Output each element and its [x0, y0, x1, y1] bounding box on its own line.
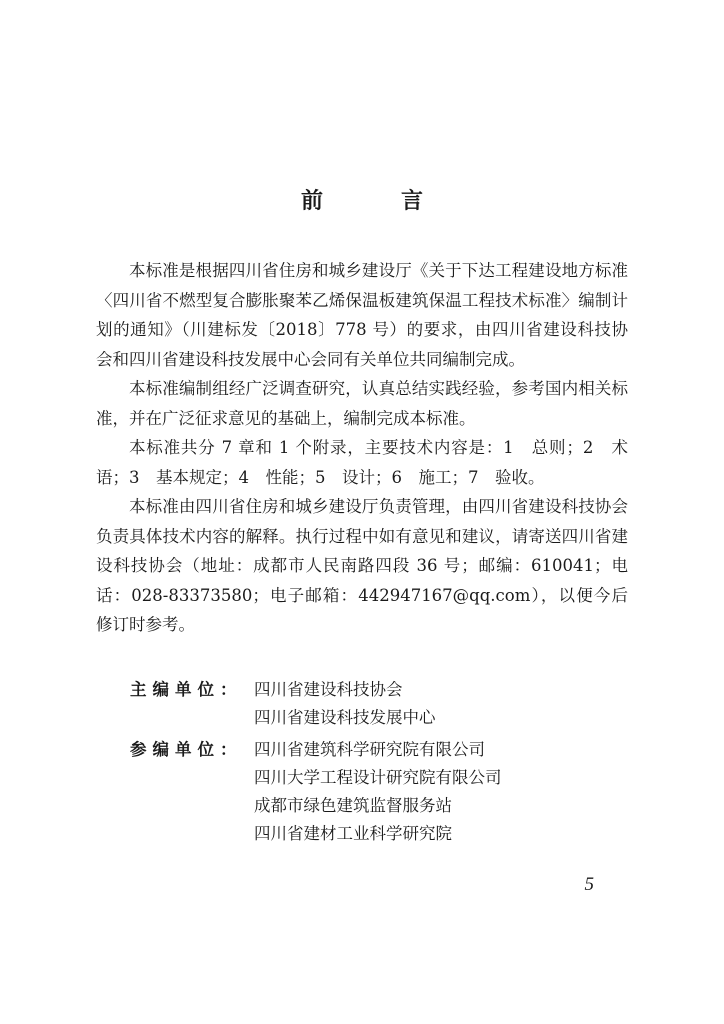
participating-editor-item: 四川省建筑科学研究院有限公司 — [254, 740, 485, 759]
page-title: 前 言 — [300, 189, 451, 214]
chief-editors-list — [254, 676, 436, 732]
participating-editors-label: 参编单位： — [130, 740, 243, 759]
participating-editor-item: 四川大学工程设计研究院有限公司 — [254, 768, 502, 787]
paragraph-management: 本标准由四川省住房和城乡建设厅负责管理，由四川省建设科技协会负责具体技术内容的解释。执行过程中如有意见和建议，请寄送四川省建设科技协会（地址：成都市人民南路四段 36 号；邮编：610041；电话：028-83373580；电子邮箱：442947167@qq.com），以便今后修订时参考。 — [96, 497, 628, 634]
chief-editor-item: 四川省建设科技协会 — [254, 680, 403, 699]
chief-editors-group — [130, 676, 630, 732]
editors-section — [130, 676, 630, 852]
participating-editors-list — [254, 736, 502, 848]
page-number: 5 — [584, 874, 594, 895]
participating-editor-item: 四川省建材工业科学研究院 — [254, 824, 452, 843]
chief-editor-item: 四川省建设科技发展中心 — [254, 708, 436, 727]
participating-editors-group — [130, 736, 630, 848]
preface-body — [96, 256, 628, 640]
paragraph-contents: 本标准共分 7 章和 1 个附录，主要技术内容是：1 总则；2 术语；3 基本规定；4 性能；5 设计；6 施工；7 验收。 — [96, 438, 628, 487]
paragraph-process: 本标准编制组经广泛调查研究，认真总结实践经验，参考国内相关标准，并在广泛征求意见的基础上，编制完成本标准。 — [96, 379, 628, 428]
paragraph-basis: 本标准是根据四川省住房和城乡建设厅《关于下达工程建设地方标准〈四川省不燃型复合膨胀聚苯乙烯保温板建筑保温工程技术标准〉编制计划的通知》（川建标发〔2018〕778 号）的要求，由四川省建设科技协会和四川省建设科技发展中心会同有关单位共同编制完成。 — [96, 261, 628, 369]
chief-editors-label: 主编单位： — [130, 680, 243, 699]
participating-editor-item: 成都市绿色建筑监督服务站 — [254, 796, 452, 815]
